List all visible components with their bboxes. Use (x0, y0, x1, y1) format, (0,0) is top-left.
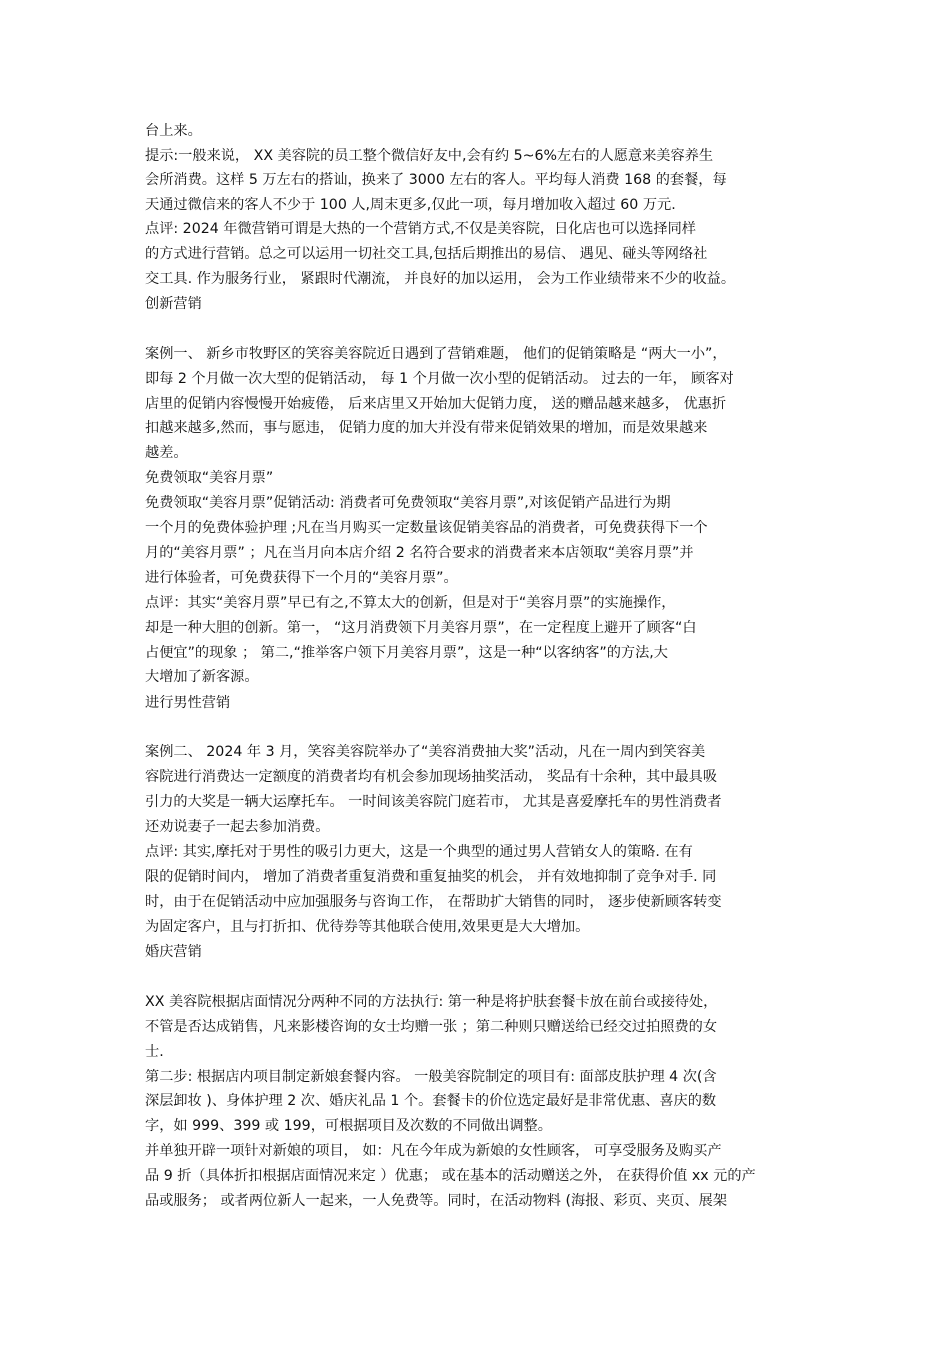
text-line: 时，由于在促销活动中应加强服务与咨询工作， 在帮助扩大销售的同时， 逐步使新顾客转变 (145, 894, 722, 910)
text-line: 店里的促销内容慢慢开始疲倦， 后来店里又开始加大促销力度， 送的赠品越来越多， 优惠折 (145, 396, 727, 412)
text-line: 为固定客户，且与打折扣、优待券等其他联合使用,效果更是大大增加。 (145, 919, 590, 935)
text-line: 的方式进行营销。总之可以运用一切社交工具,包括后期推出的易信、 遇见、碰头等网络社 (145, 246, 708, 262)
text-line: 免费领取“美容月票”促销活动: 消费者可免费领取“美容月票”,对该促销产品进行为期 (145, 495, 671, 511)
text-line: 字，如 999、399 或 199，可根据项目及次数的不同做出调整。 (145, 1118, 552, 1134)
text-line: 限的促销时间内， 增加了消费者重复消费和重复抽奖的机会， 并有效地抑制了竞争对手. 同 (145, 869, 717, 885)
text-line: 即每 2 个月做一次大型的促销活动， 每 1 个月做一次小型的促销活动。 过去的一年， 顾客对 (145, 371, 734, 387)
text-line: 扣越来越多,然而，事与愿违， 促销力度的加大并没有带来促销效果的增加，而是效果越来 (145, 420, 708, 436)
text-line: 案例一、 新乡市牧野区的笑容美容院近日遇到了营销难题， 他们的促销策略是 “两大一小”， (145, 346, 727, 362)
text-line: 越差。 (145, 445, 188, 461)
text-line: 深层卸妆 )、身体护理 2 次、婚庆礼品 1 个。套餐卡的价位选定最好是非常优惠、喜庆的数 (145, 1093, 717, 1109)
text-line: 案例二、 2024 年 3 月，笑容美容院举办了“美容消费抽大奖”活动，凡在一周内到笑容美 (145, 744, 706, 760)
text-line: 容院进行消费达一定额度的消费者均有机会参加现场抽奖活动， 奖品有十余种，其中最具吸 (145, 769, 718, 785)
text-line: 士. (145, 1044, 164, 1060)
text-line: 还劝说妻子一起去参加消费。 (145, 819, 330, 835)
text-line: 不管是否达成销售，凡来影楼咨询的女士均赠一张 ；第二种则只赠送给已经交过拍照费的女 (145, 1019, 718, 1035)
text-line: 进行体验者，可免费获得下一个月的“美容月票”。 (145, 570, 458, 586)
text-line: 交工具. 作为服务行业， 紧跟时代潮流， 并良好的加以运用， 会为工作业绩带来不少的收益。 (145, 271, 736, 287)
section-heading: 婚庆营销 (145, 944, 202, 960)
text-line: 提示:一般来说， XX 美容院的员工整个微信好友中,会有约 5~6%左右的人愿意来美容养生 (145, 148, 714, 164)
section-heading: 进行男性营销 (145, 695, 231, 711)
subsection-heading: 免费领取“美容月票” (145, 470, 274, 486)
text-line: 点评: 其实,摩托对于男性的吸引力更大，这是一个典型的通过男人营销女人的策略. 在有 (145, 844, 693, 860)
text-line: 引力的大奖是一辆大运摩托车。 一时间该美容院门庭若市， 尤其是喜爱摩托车的男性消费者 (145, 794, 722, 810)
text-line: 占便宜”的现象 ； 第二,“推举客户领下月美容月票”，这是一种“以客纳客”的方法,大 (145, 645, 668, 661)
text-line: 第二步: 根据店内项目制定新娘套餐内容。 一般美容院制定的项目有: 面部皮肤护理 4 次(含 (145, 1069, 717, 1085)
text-line: 却是一种大胆的创新。第一， “这月消费领下月美容月票”，在一定程度上避开了顾客“白 (145, 620, 697, 636)
text-line: 月的“美容月票” ；凡在当月向本店介绍 2 名符合要求的消费者来本店领取“美容月票”并 (145, 545, 694, 561)
text-line: 点评: 2024 年微营销可谓是大热的一个营销方式,不仅是美容院，日化店也可以选择同样 (145, 221, 696, 237)
text-line: 天通过微信来的客人不少于 100 人,周末更多,仅此一项，每月增加收入超过 60 万元. (145, 197, 676, 213)
text-line: 点评：其实“美容月票”早已有之,不算太大的创新，但是对于“美容月票”的实施操作， (145, 595, 676, 611)
text-line: 并单独开辟一项针对新娘的项目， 如：凡在今年成为新娘的女性顾客， 可享受服务及购买产 (145, 1143, 722, 1159)
text-line: 大增加了新客源。 (145, 669, 259, 685)
text-line: 品 9 折（具体折扣根据店面情况来定 ）优惠； 或在基本的活动赠送之外， 在获得价值 xx 元的产 (145, 1168, 756, 1184)
text-line: 会所消费。这样 5 万左右的搭讪，换来了 3000 左右的客人。平均每人消费 168 的套餐，每 (145, 172, 727, 188)
text-line: 台上来。 (145, 123, 202, 139)
text-line: 品或服务； 或者两位新人一起来，一人免费等。同时，在活动物料 (海报、彩页、夹页、展架 (145, 1193, 728, 1209)
section-heading: 创新营销 (145, 296, 202, 312)
text-line: XX 美容院根据店面情况分两种不同的方法执行: 第一种是将护肤套餐卡放在前台或接待处， (145, 994, 718, 1010)
text-line: 一个月的免费体验护理 ;凡在当月购买一定数量该促销美容品的消费者，可免费获得下一个 (145, 520, 708, 536)
